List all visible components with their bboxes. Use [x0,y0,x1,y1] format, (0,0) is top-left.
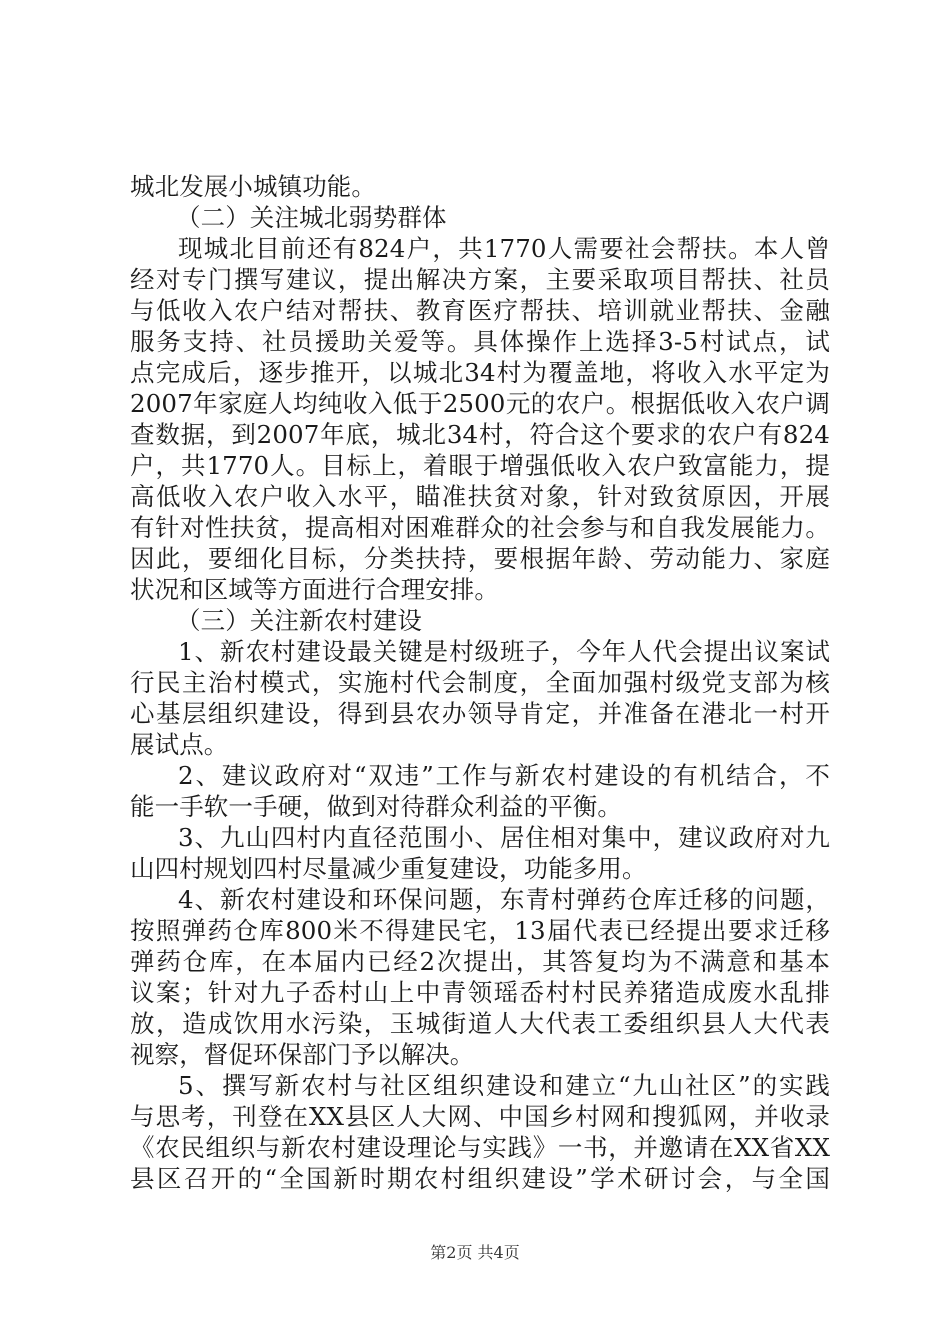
text-line: 状况和区域等方面进行合理安排。 [130,575,499,604]
text-line: 与思考，刊登在XX县区人大网、中国乡村网和搜狐网，并收录 [130,1102,830,1131]
text-line: 议案；针对九子岙村山上中青领瑶岙村村民养猪造成废水乱排 [130,978,830,1007]
text-line: 《农民组织与新农村建设理论与实践》一书，并邀请在XX省XX [130,1133,830,1162]
text-line: 视察，督促环保部门予以解决。 [130,1040,475,1069]
text-line: 放，造成饮用水污染，玉城街道人大代表工委组织县人大代表 [130,1009,830,1038]
text-line: 4、新农村建设和环保问题，东青村弹药仓库迁移的问题， [178,885,830,914]
text-line: 高低收入农户收入水平，瞄准扶贫对象，针对致贫原因，开展 [130,482,830,511]
text-line: 弹药仓库，在本届内已经2次提出，其答复均为不满意和基本 [130,947,830,976]
text-line: 现城北目前还有824户，共1770人需要社会帮扶。本人曾 [178,234,830,263]
page-number-footer: 第2页 共4页 [430,1243,520,1262]
section-heading: （二）关注城北弱势群体 [176,203,447,232]
text-line: 城北发展小城镇功能。 [130,172,376,201]
text-line: 心基层组织建设，得到县农办领导肯定，并准备在港北一村开 [130,699,830,728]
section-heading: （三）关注新农村建设 [176,606,422,635]
text-line: 5、撰写新农村与社区组织建设和建立“九山社区”的实践 [178,1071,830,1100]
text-line: 按照弹药仓库800米不得建民宅，13届代表已经提出要求迁移 [130,916,830,945]
text-line: 3、九山四村内直径范围小、居住相对集中，建议政府对九 [178,823,830,852]
text-line: 能一手软一手硬，做到对待群众利益的平衡。 [130,792,622,821]
text-line: 山四村规划四村尽量减少重复建设，功能多用。 [130,854,647,883]
text-line: 展试点。 [130,730,229,759]
text-line: 与低收入农户结对帮扶、教育医疗帮扶、培训就业帮扶、金融 [130,296,830,325]
text-line: 县区召开的“全国新时期农村组织建设”学术研讨会，与全国 [130,1164,830,1193]
text-line: 服务支持、社员援助关爱等。具体操作上选择3-5村试点，试 [130,327,830,356]
text-line: 2、建议政府对“双违”工作与新农村建设的有机结合，不 [178,761,830,790]
text-line: 2007年家庭人均纯收入低于2500元的农户。根据低收入农户调 [130,389,830,418]
text-line: 行民主治村模式，实施村代会制度，全面加强村级党支部为核 [130,668,830,697]
text-line: 查数据，到2007年底，城北34村，符合这个要求的农户有824 [130,420,830,449]
text-line: 户，共1770人。目标上，着眼于增强低收入农户致富能力，提 [130,451,830,480]
text-line: 有针对性扶贫，提高相对困难群众的社会参与和自我发展能力。 [130,513,830,542]
text-line: 经对专门撰写建议，提出解决方案，主要采取项目帮扶、社员 [130,265,830,294]
text-line: 点完成后，逐步推开，以城北34村为覆盖地，将收入水平定为 [130,358,830,387]
text-line: 因此，要细化目标，分类扶持，要根据年龄、劳动能力、家庭 [130,544,830,573]
text-line: 1、新农村建设最关键是村级班子，今年人代会提出议案试 [178,637,830,666]
